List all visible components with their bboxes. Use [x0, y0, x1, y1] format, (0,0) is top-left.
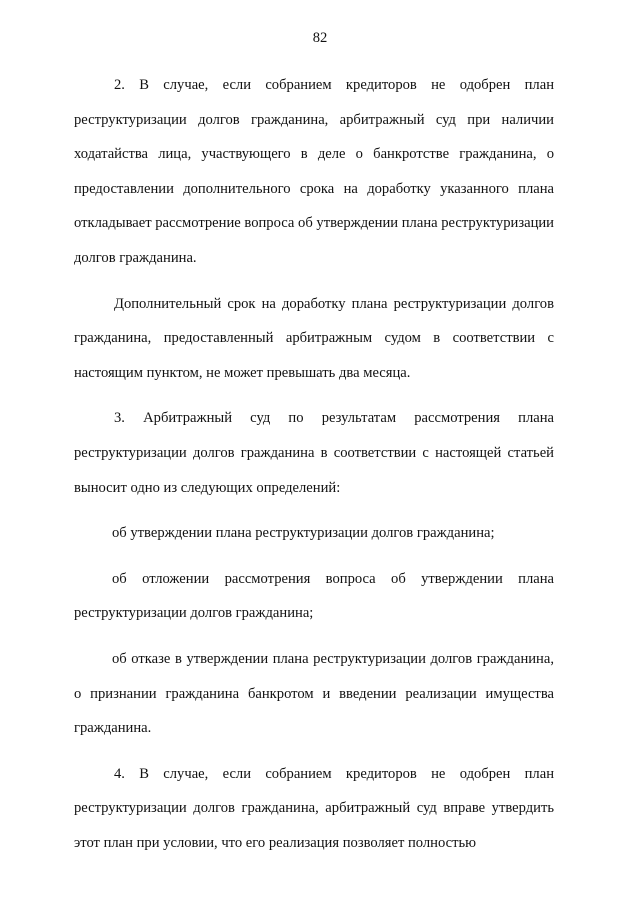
paragraph-4: 4. В случае, если собранием кредиторов не одобрен план реструктуризации долгов гражданина, арбитражный суд вправе утвердить этот план при условии, что его реализация позволяет полностью [74, 765, 554, 851]
paragraph-2: 2. В случае, если собранием кредиторов не одобрен план реструктуризации долгов гражданина, арбитражный суд при наличии ходатайства лица, участвующего в деле о банкротстве гражданина, о предоставлении дополнительного срока на доработку указанного плана откладывает рассмотрение вопроса об утверждении плана реструктуризации долгов гражданина. [74, 77, 554, 266]
list-item-approval: об утверждении плана реструктуризации долгов гражданина; [112, 525, 495, 542]
paragraph-additional-term: Дополнительный срок на доработку плана реструктуризации долгов гражданина, предоставленный арбитражным судом в соответствии с настоящим пунктом, не может превышать два месяца. [74, 295, 554, 381]
paragraph-3: 3. Арбитражный суд по результатам рассмотрения плана реструктуризации долгов гражданина в соответствии с настоящей статьей выносит одно из следующих определений: [74, 410, 554, 496]
list-item-postponement: об отложении рассмотрения вопроса об утверждении плана реструктуризации долгов гражданина; [74, 570, 554, 622]
document-body [74, 68, 554, 871]
page-number: 82 [312, 30, 328, 46]
list-item-refusal: об отказе в утверждении плана реструктуризации долгов гражданина, о признании гражданина банкротом и введении реализации имущества гражданина. [74, 650, 554, 737]
